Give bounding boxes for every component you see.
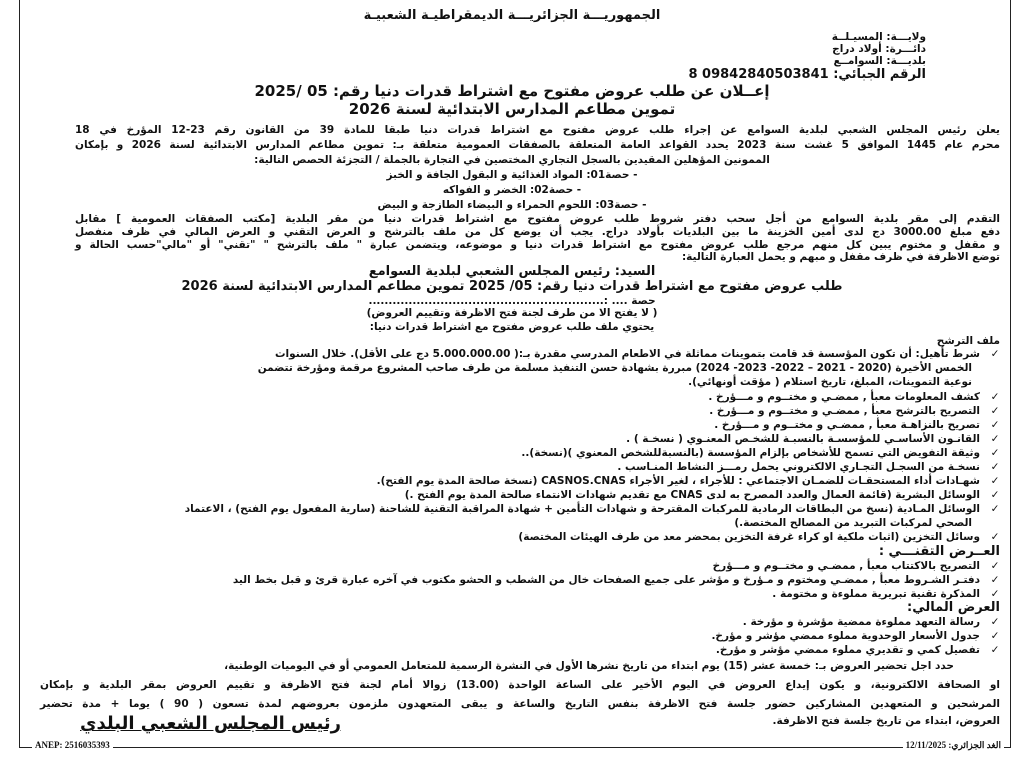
envelope-lot: حصة .... :........................................................... — [368, 295, 656, 307]
deadline-line: حدد اجل تحضير العروض بـ: خمسة عشر (15) يوم ابتداء من تاريخ نشرها الأول في النشرة الرسمية للمتعامل العمومي أو في اليوميات الوطنية، — [224, 660, 954, 672]
candidacy-item: ✓الوسائل البشرية (قائمة العمال والعدد المصرح به لدى CNAS مع تقديم شهادات الانتماء صالحة المدة يوم الفتح .) — [405, 489, 1002, 502]
page-border-right — [1010, 0, 1011, 748]
technical-item: ✓التصريح بالاكتتاب معبأ , ممضـي و مختــوم و مـــؤرخ — [713, 560, 1002, 573]
candidacy-heading: ملف الترشح — [936, 335, 1000, 347]
check-icon: ✓ — [990, 447, 1000, 459]
tax-id: الرقم الجبائي: 09842840503841 8 — [688, 67, 926, 82]
announcement-subtitle: تموين مطاعم المدارس الابتدائية لسنة 2026 — [348, 100, 676, 118]
daira: دائـــرة: أولاد دراج — [832, 43, 926, 55]
deadline-line: المرشحين و المتعهدين المشاركين حضور جلسة فتح الاظرفة بنفس التاريخ والساعة و يبقى المتعهدون ملزمون بعروضهم لمدة تسعون ( 90 ) يوما + مدة تحضير — [40, 698, 1000, 710]
candidacy-item: ✓وثيقة التفويض التي تسمح للأشخاص بإلزام المؤسسة (بالنسبةللشخص المعنوي )(نسخة).. — [521, 447, 1002, 460]
check-icon: ✓ — [990, 433, 1000, 445]
financial-item: ✓رسالة التعهد مملوءة ممضية مؤشرة و مؤرخة . — [743, 616, 1002, 629]
candidacy-item: ✓شهـادات أداء المستحقـات للضمـان الاجتماعي : للأجراء ، لغير الأجراء CASNOS.CNAS (نسخة صالحة المدة يوم الفتح). — [377, 475, 1002, 488]
qualification-line: الخمس الأخيرة (2020 - 2021 – 2022- 2023- 2024) مبررة بشهادة حسن التنفيذ مسلمة من طرف صاحب المشروع مرقمة ومؤرخة تتضمن — [257, 362, 972, 374]
technical-item: ✓المذكرة تقنية تبريرية مملوءة و مختومة . — [772, 588, 1002, 601]
financial-item: ✓جدول الأسعار الوحدوية مملوء ممضي مؤشر و مؤرخ. — [711, 630, 1002, 643]
candidacy-item: ✓القانـون الأساسـي للمؤسسـة بالنسبـة للشخـص المعنـوي ( نسخـة ) . — [626, 433, 1002, 446]
announcement-title: إعــلان عن طلب عروض مفتوح مع اشتراط قدرات دنيا رقم: 05 /2025 — [254, 82, 770, 100]
material-means: ✓الوسائل المـادية (نسخ من البطاقات الرمادية للمركبات المقترحة و شهادات التأمين + شهادة المراقبة التقنية للشاحنة (سارية المفعول يوم الفتح) ، الاعتماد — [185, 503, 1002, 516]
baladia: بلديـــة: السوامــع — [833, 55, 926, 67]
check-icon: ✓ — [990, 461, 1000, 473]
submission-line: و مقفل و مختوم يبين كل منهم مرجع طلب عروض مفتوح مع اشتراط قدرات دنيا و موضوعه، ويتضمن عبارة " ملف بالترشح " "تقني" أو "مالي"حسب الحالة و — [75, 239, 1000, 251]
page-border-left — [19, 0, 20, 748]
lot-3: - حصة03: اللحوم الحمراء و البيضاء الطازجة و البيض — [377, 199, 647, 211]
technical-item: ✓دفتـر الشـروط معبأ , ممضـي ومختوم و مـؤرخ و مؤشر على جميع الصفحات خال من الشطب و الحشو مكتوب في آخره عبارة قرئ و قبل بخط اليد — [233, 574, 1002, 587]
check-icon: ✓ — [990, 560, 1000, 572]
check-icon: ✓ — [990, 419, 1000, 431]
candidacy-item: ✓التصريح بالترشح معبأ , ممضـي و مختــوم و مـــؤرخ . — [709, 405, 1002, 418]
check-icon: ✓ — [990, 475, 1000, 487]
financial-heading: العرض المالي: — [907, 600, 1000, 615]
qualification-line: ✓شرط تأهيل: أن تكون المؤسسة قد قامت بتموينات مماثلة في الاطعام المدرسي مقدرة بـ:( 5.000.000.00 دج على الأقل). خلال السنوات — [275, 348, 1002, 361]
candidacy-item: ✓نسخـة من السجـل التجـاري الالكتروني يحمل رمـــز النشاط المنـاسب . — [617, 461, 1002, 474]
anep-number: ANEP: 2516035393 — [32, 740, 113, 750]
contents-heading: يحتوي ملف طلب عروض مفتوح مع اشتراط قدرات دنيا: — [369, 321, 655, 333]
republic-heading: الجمهوريـــة الجزائريـــة الديمقراطيـة الشعبيـة — [363, 8, 661, 23]
candidacy-item: ✓كشف المعلومات معبأ , ممضـي و مختــوم و مـــؤرخ . — [708, 391, 1002, 404]
check-icon: ✓ — [990, 405, 1000, 417]
check-icon: ✓ — [990, 531, 1000, 543]
wilaya: ولايـــة: المسيـلــة — [831, 31, 926, 43]
intro-line: الممونين المؤهلين المقيدين بالسجل التجاري المختصين في التجارة بالجملة / التجزئة الحصص التالية: — [254, 154, 770, 166]
footer-rule — [20, 747, 1010, 748]
financial-item: ✓تفصيل كمي و تقديري مملوء ممضي مؤشر و مؤرخ. — [716, 644, 1002, 657]
envelope-notice: ( لا يفتح الا من طرف لجنة فتح الاظرفة وتقييم العروض) — [366, 307, 658, 319]
submission-line: توضع الاظرفة في ظرف مقفل و مبهم و يحمل العبارة التالية: — [681, 251, 1000, 263]
qualification-line: نوعية التموينات، المبلغ، تاريخ استلام ( مؤقت أونهائي). — [688, 376, 972, 388]
submission-line: التقدم إلى مقر بلدية السوامع من أجل سحب دفتر شروط طلب عروض مفتوح مع اشتراط قدرات دنيا من مقر البلدية [مكتب الصفقات العمومية ] مقابل — [75, 213, 1000, 225]
check-icon: ✓ — [990, 503, 1000, 515]
intro-line: يعلن رئيس المجلس الشعبي لبلدية السوامع عن إجراء طلب عروض مفتوح مع اشتراط قدرات دنيا طبقا للمادة 39 من القانون رقم 23-12 المؤرخ في 18 — [75, 124, 1000, 136]
check-icon: ✓ — [990, 616, 1000, 628]
check-icon: ✓ — [990, 348, 1000, 360]
newspaper-date: الغد الجزائري: 12/11/2025 — [903, 740, 1004, 751]
storage-means: ✓وسائل التخزين (اثبات ملكية او كراء غرفة التخزين بمحضر معد من طرف الهيئات المختصة) — [518, 531, 1002, 544]
submission-line: دفع مبلغ 3000.00 دج لدى أمين الخزينة ما بين البلديات بأولاد دراج. يجب أن يوضع كل من ملف بالترشح و العرض التقني و العرض المالي في ظرف منفصل — [75, 226, 1000, 238]
check-icon: ✓ — [990, 644, 1000, 656]
signature-title: رئيس المجلس الشعبي البلدي — [80, 713, 341, 734]
check-icon: ✓ — [990, 391, 1000, 403]
check-icon: ✓ — [990, 630, 1000, 642]
deadline-line: او الصحافة الالكترونية، و يكون إيداع العروض في اليوم الأخير على الساعة الواحدة (13.00) زوالا أمام لجنة فتح الاظرفة و تقييم العروض بمقر البلدية و بإمكان — [40, 679, 1001, 691]
material-means-cont: الصحي لمركبات التبريد من المصالح المختصة.) — [734, 517, 972, 529]
envelope-reference: طلب عروض مفتوح مع اشتراط قدرات دنيا رقم: 05/ 2025 تموين مطاعم المدارس الابتدائية لسنة 2026 — [181, 279, 843, 294]
intro-line: محرم عام 1445 الموافق 5 غشت سنة 2023 يحدد القواعد العامة المتعلقة بالصفقات العمومية متعلقة بـ: تموين مطاعم المدارس الابتدائية لسنة 2026 و بإمكان — [75, 139, 1000, 151]
technical-heading: العــرض التقنـــي : — [878, 544, 1000, 559]
deadline-line: العروض، ابتداء من تاريخ جلسة فتح الاظرفة. — [772, 715, 1000, 727]
envelope-addressee: السيد: رئيس المجلس الشعبي لبلدية السوامع — [368, 264, 656, 279]
check-icon: ✓ — [990, 574, 1000, 586]
check-icon: ✓ — [990, 489, 1000, 501]
lot-1: - حصة01: المواد الغذائية و البقول الجافة و الخبز — [386, 169, 638, 181]
lot-2: - حصة02: الخضر و الفواكه — [442, 184, 582, 196]
candidacy-item: ✓تصريح بالنزاهـة معبأ , ممضـي و مختــوم و مـــؤرخ . — [714, 419, 1002, 432]
check-icon: ✓ — [990, 588, 1000, 600]
